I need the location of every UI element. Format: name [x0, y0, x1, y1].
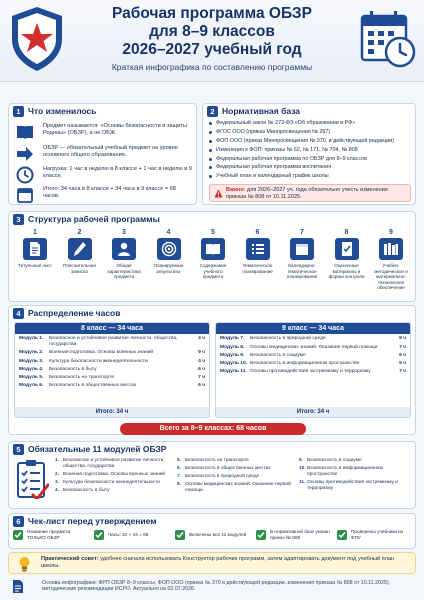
section-hours [8, 305, 416, 435]
section-header [9, 104, 196, 118]
clock-icon [15, 166, 35, 184]
grade-8-table [14, 322, 210, 418]
checklist-item: Название предмета: ТОЛЬКО ОБЗР [13, 529, 89, 540]
section-title: Обязательные 11 модулей ОБЗР [28, 444, 167, 454]
page-title-line-2: для 8–9 классов [149, 23, 275, 40]
open-book-icon [201, 238, 225, 260]
section-title: Нормативная база [222, 106, 301, 116]
structure-step: 8 Оценочные материалы и формы контроля [328, 229, 365, 279]
list-item [15, 123, 193, 141]
modules-column-3 [299, 458, 411, 494]
section-number: 2 [207, 106, 218, 117]
list-item: Учебный план и календарный график школы [209, 173, 411, 180]
footer-text: Основа инфографики: ФРП ОБЗР 8–9 классы, ФОП ООО (приказ № 370 в действующей редакции, изменения приказа № 808 от 10.11.2025), методические рекомендации ИСРО. Актуально на 02.07.2026. [42, 580, 391, 593]
list-item: 7. Безопасность в природной среде [177, 474, 260, 480]
table-row: Модуль 10. Безопасность в информационном пространстве 5 ч [220, 360, 406, 366]
book-icon [15, 123, 35, 141]
table-row: Модуль 2. Военная подготовка. Основы военных знаний 9 ч [19, 350, 205, 356]
structure-step: 1 Титульный лист [18, 229, 52, 268]
checkmark-icon [256, 530, 266, 540]
list-item: 10. Безопасность в информационном пространстве [299, 466, 383, 477]
section-normative-base [202, 103, 416, 205]
section-structure [8, 211, 416, 302]
structure-step: 6 Тематическое планирование [242, 229, 273, 274]
page-subtitle: Краткая инфографика по составлению программы [111, 62, 313, 72]
shield-star-icon [8, 5, 66, 73]
grade-9-header: 9 класс — 34 часа [216, 323, 410, 334]
list-item [15, 166, 193, 184]
structure-step: 3 Общая характеристика предмета [107, 229, 141, 279]
section-number: 6 [13, 516, 24, 527]
advice-text: Практический совет: удобнее сначала использовать Конструктор рабочих программ, затем адаптировать документ под учебный план школы. [41, 556, 395, 569]
list-item: Изменения к ФОП: приказы № 62, № 171, № 704, № 808 [209, 147, 411, 154]
grade-8-total: Итого: 34 ч [15, 407, 209, 417]
section-title: Структура рабочей программы [28, 214, 160, 224]
list-item: ФОП ООО (приказ Минпросвещения № 370, в действующей редакции) [209, 138, 411, 145]
section-number: 4 [13, 308, 24, 319]
grade-8-header: 8 класс — 34 часа [15, 323, 209, 334]
list-item: 11. Основы противодействия экстремизму и терроризму [299, 479, 398, 491]
table-row: Модуль 5. Безопасность на транспорте 7 ч [19, 374, 205, 380]
checkmark-icon [94, 530, 104, 540]
checklist-icon [15, 459, 49, 499]
document-icon [12, 579, 24, 594]
list-item: 9. Безопасность в социуме [299, 458, 362, 463]
checklist-item: Включены все 11 модулей [175, 529, 251, 540]
list-item: Федеральный закон № 273-ФЗ «Об образовании в РФ» [209, 120, 411, 127]
warning-icon [214, 189, 223, 198]
list-item [15, 186, 193, 204]
section-header [9, 306, 415, 320]
page-title-line-3: 2026–2027 учебный год [122, 41, 302, 58]
section-header [9, 514, 415, 528]
calendar-clock-icon [358, 6, 418, 72]
section-title: Чек-лист перед утверждением [28, 516, 157, 526]
section-title: Распределение часов [28, 308, 121, 318]
arrow-icon [15, 145, 35, 163]
page-icon [23, 238, 47, 260]
list-item: 5. Безопасность на транспорте [177, 458, 249, 463]
section-header [203, 104, 415, 118]
section-header [9, 212, 415, 226]
grade-9-table [215, 322, 411, 418]
structure-step: 9 Учебно-методическое и материально-техническое обеспечение [374, 229, 408, 290]
pen-icon [68, 238, 92, 260]
table-row: Модуль 4. Безопасность в быту 6 ч [19, 366, 205, 372]
normative-list [209, 120, 411, 182]
calendar-icon [290, 238, 314, 260]
grade-9-total: Итого: 34 ч [216, 407, 410, 417]
practical-advice [8, 552, 416, 574]
check-sheet-icon [335, 238, 359, 260]
table-row: Модуль 6. Безопасность в общественных местах 6 ч [19, 383, 205, 389]
structure-step: 7 Календарно-тематическое планирование [286, 229, 318, 279]
section-checklist [8, 513, 416, 549]
checkmark-icon [13, 530, 23, 540]
section-number: 1 [13, 106, 24, 117]
grand-total-badge: Всего за 8–9 классах: 68 часов [120, 423, 306, 435]
table-row: Модуль 3. Культура безопасности жизнедеятельности 4 ч [19, 358, 205, 364]
modules-column-1 [55, 458, 170, 496]
footer [8, 578, 416, 596]
item-text: ОБЗР — обязательный учебный предмет на уровне основного общего образования. [43, 145, 178, 158]
calendar-icon [15, 186, 35, 204]
checkmark-icon [175, 530, 185, 540]
list-icon [246, 238, 270, 260]
checklist-item: В нормативной базе указан приказ № 808 [256, 529, 332, 540]
list-item: 1. Безопасное и устойчивое развитие личности, общества, государства [55, 458, 165, 469]
table-row: Модуль 11. Основы противодействия экстремизму и терроризму 7 ч [220, 369, 406, 375]
list-item: 3. Культура безопасности жизнедеятельности [55, 479, 160, 485]
structure-step: 5 Содержание учебного предмета [199, 229, 227, 279]
section-number: 5 [13, 444, 24, 455]
structure-step: 2 Пояснительная записка [63, 229, 96, 274]
table-row: Модуль 1. Безопасное и устойчивое развитие личности, общества, государства 4 ч [19, 336, 205, 348]
section-number: 3 [13, 214, 24, 225]
target-icon [157, 238, 181, 260]
item-text: Итого: 34 часа в 8 классе + 34 часа в 9 классе = 68 часов. [43, 186, 176, 199]
checklist [13, 529, 413, 540]
item-text: Нагрузка: 1 час в неделю в 8 классе + 1 час в неделю в 9 классе. [43, 166, 192, 179]
list-item: Федеральная рабочая программа по ОБЗР для 8–9 классов [209, 156, 411, 163]
header [0, 0, 424, 82]
warning-label: Важно: [226, 187, 246, 193]
list-item: 8. Основы медицинских знаний. Оказание первой помощи [177, 482, 291, 494]
books-icon [379, 238, 403, 260]
person-icon [112, 238, 136, 260]
section-what-changed [8, 103, 197, 205]
checklist-item: Проверены учебники из ФПУ [337, 529, 413, 540]
list-item: 4. Безопасность в быту [55, 488, 110, 494]
modules-column-2 [177, 458, 292, 496]
section-modules [8, 441, 416, 509]
important-note [209, 184, 411, 202]
warning-text: для 2026–2027 уч. года обязательно учесть изменения приказа № 808 от 10.11.2025. [226, 187, 388, 200]
structure-step: 4 Планируемые результаты [153, 229, 184, 274]
page-title-line-1: Рабочая программа ОБЗР [112, 5, 312, 22]
section-title: Что изменилось [28, 106, 97, 116]
lightbulb-icon [17, 556, 32, 572]
table-row: Модуль 9. Безопасность в социуме 6 ч [220, 352, 406, 358]
checkmark-icon [337, 530, 347, 540]
table-row: Модуль 7. Безопасность в природной среде 9 ч [220, 336, 406, 342]
list-item: Федеральная рабочая программа воспитания [209, 164, 411, 171]
list-item: 2. Военная подготовка. Основы военных знаний [55, 471, 166, 477]
structure-steps [15, 229, 411, 291]
table-row: Модуль 8. Основы медицинских знаний. Оказание первой помощи 7 ч [220, 344, 406, 350]
checklist-item: Часы: 34 + 34 = 68 [94, 529, 170, 540]
list-item [15, 145, 193, 163]
item-text: Предмет называется: «Основы безопасности и защиты Родины» (ОБЗР), а не ОБЖ. [43, 123, 187, 136]
list-item: 6. Безопасность в общественных местах [177, 466, 271, 472]
list-item: ФГОС ООО (приказ Минпросвещения № 287) [209, 129, 411, 136]
section-header [9, 442, 415, 456]
